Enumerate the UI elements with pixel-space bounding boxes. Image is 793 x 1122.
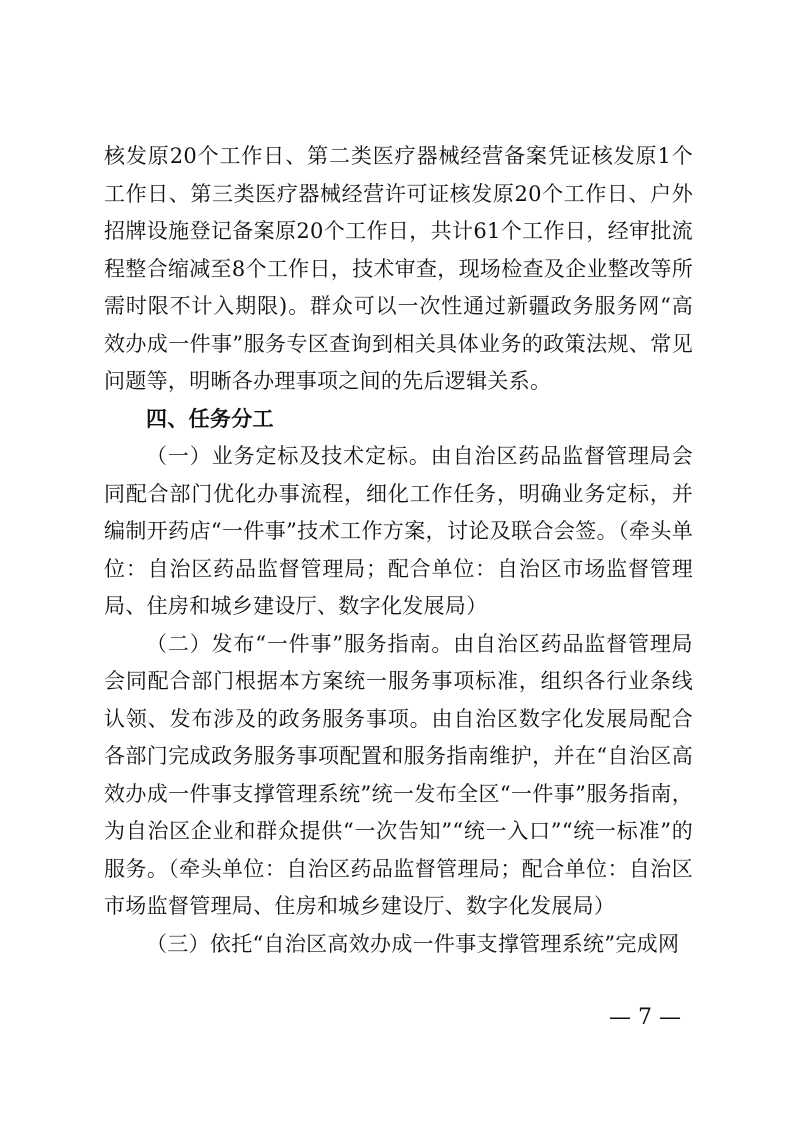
task-item-2-text: 由自治区药品监督管理局会同配合部门根据本方案统一服务事项标准，组织各行业条线认领、发布涉及的政务服务事项。由自治区数字化发展局配合各部门完成政务服务事项配置和服务指南维护，并在“自治区高效办成一件事支撑管理系统”统一发布全区“一件事”服务指南，为自治区企业和群众提供“一次告知”“统一入口”“统一标准”的服务。（牵头单位：自治区药品监督管理局；配合单位：自治区市场监督管理局、住房和城乡建设厅、数字化发展局）	[104, 631, 693, 918]
continuation-paragraph: 核发原20个工作日、第二类医疗器械经营备案凭证核发原1个工作日、第三类医疗器械经营许可证核发原20个工作日、户外招牌设施登记备案原20个工作日，共计61个工作日，经审批流程整合缩减至8个工作日，技术审查，现场检查及企业整改等所需时限不计入期限)。群众可以一次性通过新疆政务服务网“高效办成一件事”服务专区查询到相关具体业务的政策法规、常见问题等，明晰各办理事项之间的先后逻辑关系。	[104, 144, 693, 393]
section-heading: 四、任务分工	[146, 406, 274, 431]
task-item-2-label: （二）发布“一件事”服务指南。	[146, 631, 454, 656]
task-item-2	[104, 626, 693, 926]
task-item-3	[104, 926, 693, 964]
task-item-1-label: （一）业务定标及技术定标。	[146, 444, 431, 468]
task-item-1	[104, 438, 693, 626]
page-number: — 7 —	[609, 1005, 681, 1030]
task-item-1-text: 由自治区药品监督管理局会同配合部门优化办事流程，细化工作任务，明确业务定标，并编制开药店“一件事”技术工作方案，讨论及联合会签。（牵头单位：自治区药品监督管理局；配合单位：自治区市场监督管理局、住房和城乡建设厅、数字化发展局）	[104, 444, 693, 618]
task-item-3-label: （三）依托“自治区高效办成一件事支撑管理系统”完成网	[146, 931, 680, 956]
document-body	[104, 138, 693, 963]
